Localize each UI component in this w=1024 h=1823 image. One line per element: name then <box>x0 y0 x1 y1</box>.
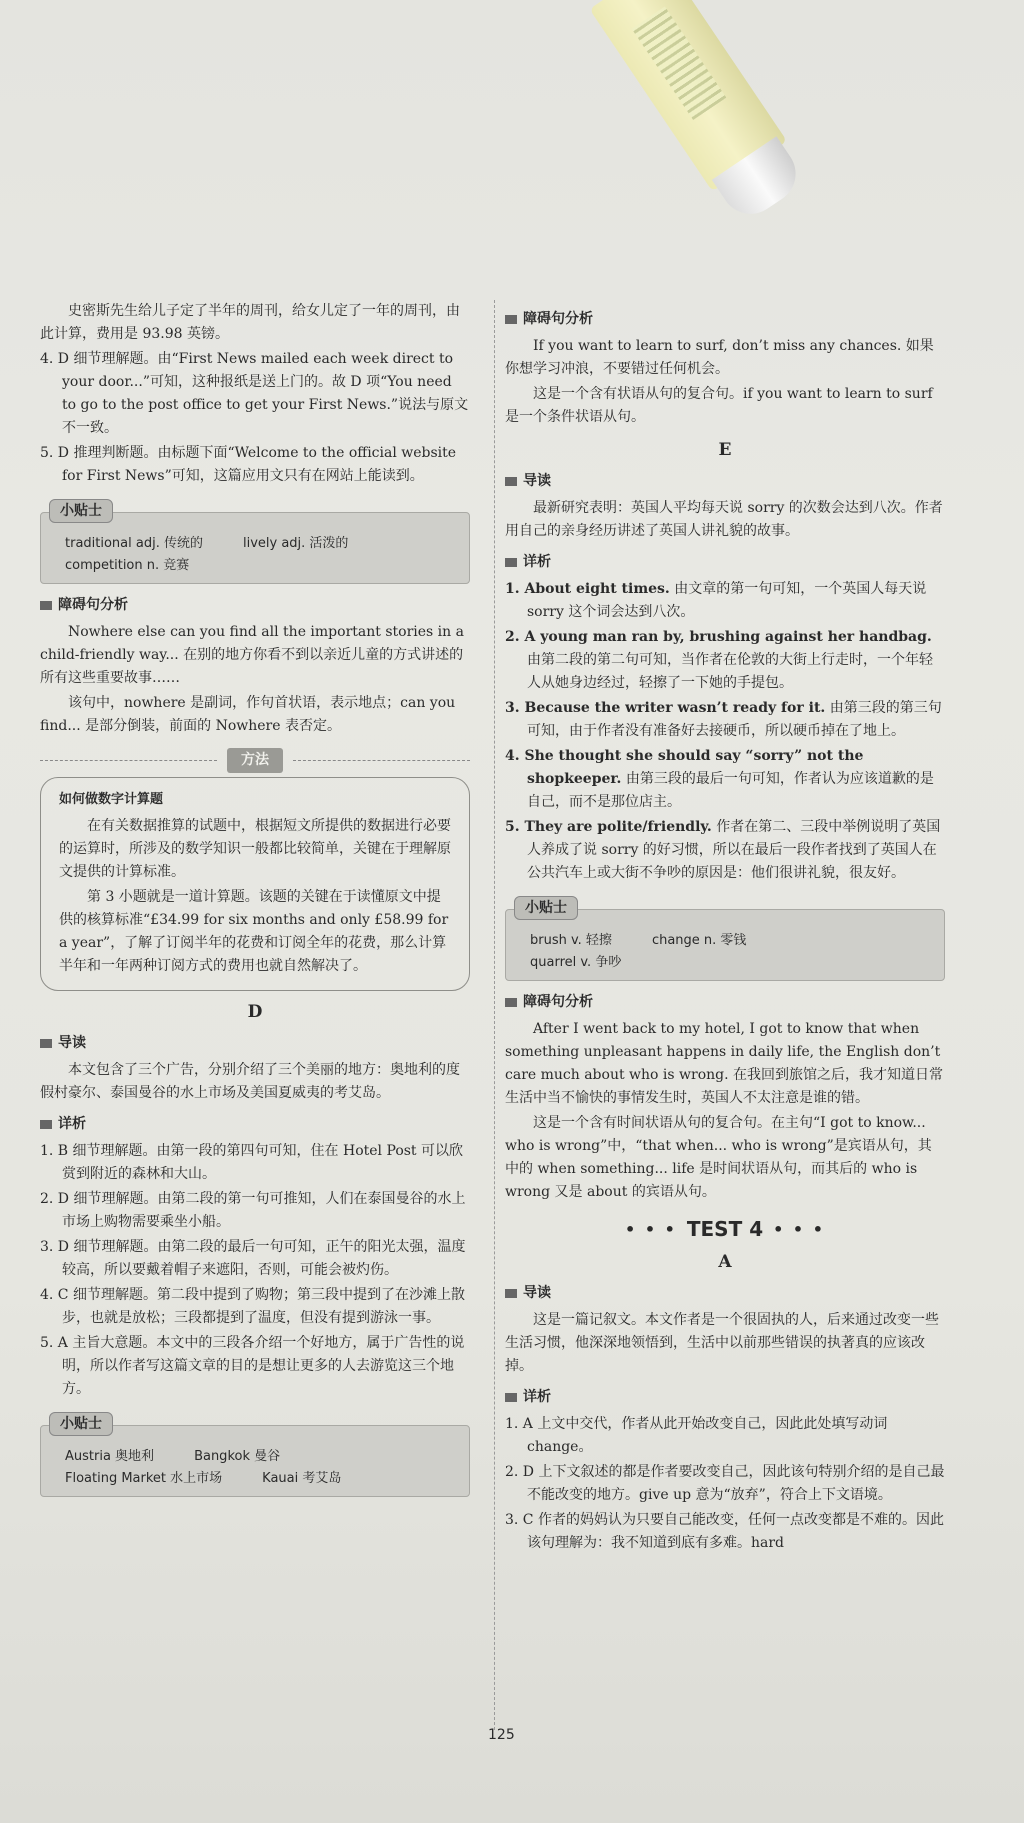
vocab-entry: Kauai 考艾岛 <box>262 1471 342 1486</box>
paragraph: 这是一个含有状语从句的复合句。if you want to learn to surf 是一个条件状语从句。 <box>505 386 933 425</box>
answer-item: 3. Because the writer wasn’t ready for it. 由第三段的第三句可知，由于作者没有准备好去接硬币，所以硬币掉在了地上。 <box>505 700 942 739</box>
passage-letter: A <box>718 1252 732 1272</box>
vocab-entry: Floating Market 水上市场 <box>65 1471 223 1486</box>
vocab-entry: quarrel v. 争吵 <box>530 955 622 970</box>
answer-item: 5. They are polite/friendly. 作者在第二、三段中举例说明了英国人养成了说 sorry 的好习惯，所以在最后一段作者找到了英国人在公共汽车上或大街不争吵的原因是：他们很讲礼貌，很友好。 <box>505 819 941 881</box>
answer-item: 2. A young man ran by, brushing against her handbag. 由第二段的第二句可知，当作者在伦敦的大街上行走时，一个年轻人从她身边经过，轻擦了一下她的手提包。 <box>505 629 933 691</box>
paragraph: 史密斯先生给儿子定了半年的周刊，给女儿定了一年的周刊，由此计算，费用是 93.98 英镑。 <box>40 303 460 342</box>
tip-box <box>40 503 470 584</box>
paragraph: 第 3 小题就是一道计算题。该题的关键在于读懂原文中提供的核算标准“£34.99 for six months and only £58.99 for a year”，了解了订阅半年的花费和订阅全年的花费，那么计算半年和一年两种订阅方式的费用也就自然解决了。 <box>59 889 449 974</box>
answer-item: 1. About eight times. 由文章的第一句可知，一个英国人每天说 sorry 这个词会达到八次。 <box>505 581 927 620</box>
answer-item: 1. B 细节理解题。由第一段的第四句可知，住在 Hotel Post 可以欣赏到附近的森林和大山。 <box>40 1143 464 1182</box>
paragraph: 本文包含了三个广告，分别介绍了三个美丽的地方：奥地利的度假村豪尔、泰国曼谷的水上市场及美国夏威夷的考艾岛。 <box>40 1062 460 1101</box>
page-number: 125 <box>488 1727 515 1743</box>
section-heading: 详析 <box>505 1386 945 1409</box>
vocab-entry: lively adj. 活泼的 <box>242 536 349 551</box>
section-marker-icon <box>40 601 52 610</box>
method-tag: 方法 <box>227 748 283 773</box>
tip-badge: 小贴士 <box>49 499 113 523</box>
section-heading: 导读 <box>40 1032 470 1055</box>
paragraph: If you want to learn to surf, don’t miss any chances. 如果你想学习冲浪，不要错过任何机会。 <box>505 338 934 377</box>
vocab-entry: brush v. 轻擦 <box>530 933 612 948</box>
test-heading: • • • TEST 4 • • • <box>625 1217 825 1241</box>
answer-item: 3. C 作者的妈妈认为只要自己能改变，任何一点改变都是不难的。因此该句理解为：我不知道到底有多难。hard <box>505 1512 944 1551</box>
tip-box <box>505 900 945 981</box>
section-heading: 详析 <box>505 551 945 574</box>
answer-item: 5. A 主旨大意题。本文中的三段各介绍一个好地方，属于广告性的说明，所以作者写这篇文章的目的是想让更多的人去游览这三个地方。 <box>40 1335 465 1397</box>
tip-badge: 小贴士 <box>514 896 578 920</box>
answer-item: 2. D 上下文叙述的都是作者要改变自己，因此该句特别介绍的是自己最不能改变的地方。give up 意为“放弃”，符合上下文语境。 <box>505 1464 945 1503</box>
vocab-entry: change n. 零钱 <box>651 933 747 948</box>
paragraph: After I went back to my hotel, I got to know that when something unpleasant happens in daily life, the English don’t care much about who is wrong. 在我回到旅馆之后，我才知道日常生活中当不愉快的事情发生时，英国人不太注意是谁的错。 <box>505 1021 944 1106</box>
section-heading: 障碍句分析 <box>505 308 945 331</box>
paragraph: 在有关数据推算的试题中，根据短文所提供的数据进行必要的运算时，所涉及的数学知识一般都比较简单，关键在于理解原文提供的计算标准。 <box>59 818 451 880</box>
answer-item: 4. C 细节理解题。第二段中提到了购物；第三段中提到了在沙滩上散步，也就是放松；三段都提到了温度，但没有提到游泳一事。 <box>40 1287 465 1326</box>
paragraph: 该句中，nowhere 是副词，作句首状语，表示地点；can you find... 是部分倒装，前面的 Nowhere 表否定。 <box>40 695 456 734</box>
section-marker-icon <box>40 1039 52 1048</box>
section-heading: 导读 <box>505 470 945 493</box>
method-heading <box>40 748 470 773</box>
right-column <box>505 300 945 1557</box>
answer-item: 4. D 细节理解题。由“First News mailed each week direct to your door...”可知，这种报纸是送上门的。故 D 项“You need to go to the post office to get your First News.”说法与原文不一致。 <box>40 351 469 436</box>
section-marker-icon <box>505 1393 517 1402</box>
left-column <box>40 300 470 1507</box>
vocab-entry: Bangkok 曼谷 <box>194 1449 281 1464</box>
section-marker-icon <box>505 1289 517 1298</box>
tip-box <box>40 1416 470 1497</box>
section-heading: 障碍句分析 <box>505 991 945 1014</box>
section-heading: 导读 <box>505 1282 945 1305</box>
paragraph: 这是一个含有时间状语从句的复合句。在主句“I got to know... who is wrong”中，“that when... who is wrong”是宾语从句，其中的 when something... life 是时间状语从句，而其后的 who is wrong 又是 about 的宾语从句。 <box>505 1115 932 1200</box>
vocab-entry: competition n. 竞赛 <box>65 558 190 573</box>
section-marker-icon <box>505 477 517 486</box>
paragraph: Nowhere else can you find all the important stories in a child-friendly way... 在别的地方你看不到以亲近儿童的方式讲述的所有这些重要故事…… <box>40 624 464 686</box>
answer-item: 3. D 细节理解题。由第二段的最后一句可知，正午的阳光太强，温度较高，所以要戴着帽子来遮阳，否则，可能会被灼伤。 <box>40 1239 466 1278</box>
answer-item: 5. D 推理判断题。由标题下面“Welcome to the official website for First News”可知，这篇应用文只有在网站上能读到。 <box>40 445 457 484</box>
vocab-entry: Austria 奥地利 <box>65 1449 155 1464</box>
section-marker-icon <box>505 998 517 1007</box>
section-marker-icon <box>40 1120 52 1129</box>
passage-letter: D <box>247 1002 263 1022</box>
section-heading: 详析 <box>40 1113 470 1136</box>
method-box <box>40 777 470 991</box>
method-title: 如何做数字计算题 <box>59 792 164 807</box>
passage-letter: E <box>718 440 732 460</box>
answer-item: 1. A 上文中交代，作者从此开始改变自己，因此此处填写动词 change。 <box>505 1416 888 1455</box>
answer-item: 2. D 细节理解题。由第二段的第一句可推知，人们在泰国曼谷的水上市场上购物需要乘坐小船。 <box>40 1191 466 1230</box>
answer-item: 4. She thought she should say “sorry” not the shopkeeper. 由第三段的最后一句可知，作者认为应该道歉的是自己，而不是那位店主。 <box>505 748 934 810</box>
section-marker-icon <box>505 558 517 567</box>
section-heading: 障碍句分析 <box>40 594 470 617</box>
paragraph: 最新研究表明：英国人平均每天说 sorry 的次数会达到八次。作者用自己的亲身经历讲述了英国人讲礼貌的故事。 <box>505 500 943 539</box>
highlighter-pen <box>589 0 820 241</box>
column-divider <box>494 300 495 1730</box>
tip-badge: 小贴士 <box>49 1412 113 1436</box>
vocab-entry: traditional adj. 传统的 <box>65 536 203 551</box>
paragraph: 这是一篇记叙文。本文作者是一个很固执的人，后来通过改变一些生活习惯，他深深地领悟到，生活中以前那些错误的执著真的应该改掉。 <box>505 1312 939 1374</box>
section-marker-icon <box>505 315 517 324</box>
